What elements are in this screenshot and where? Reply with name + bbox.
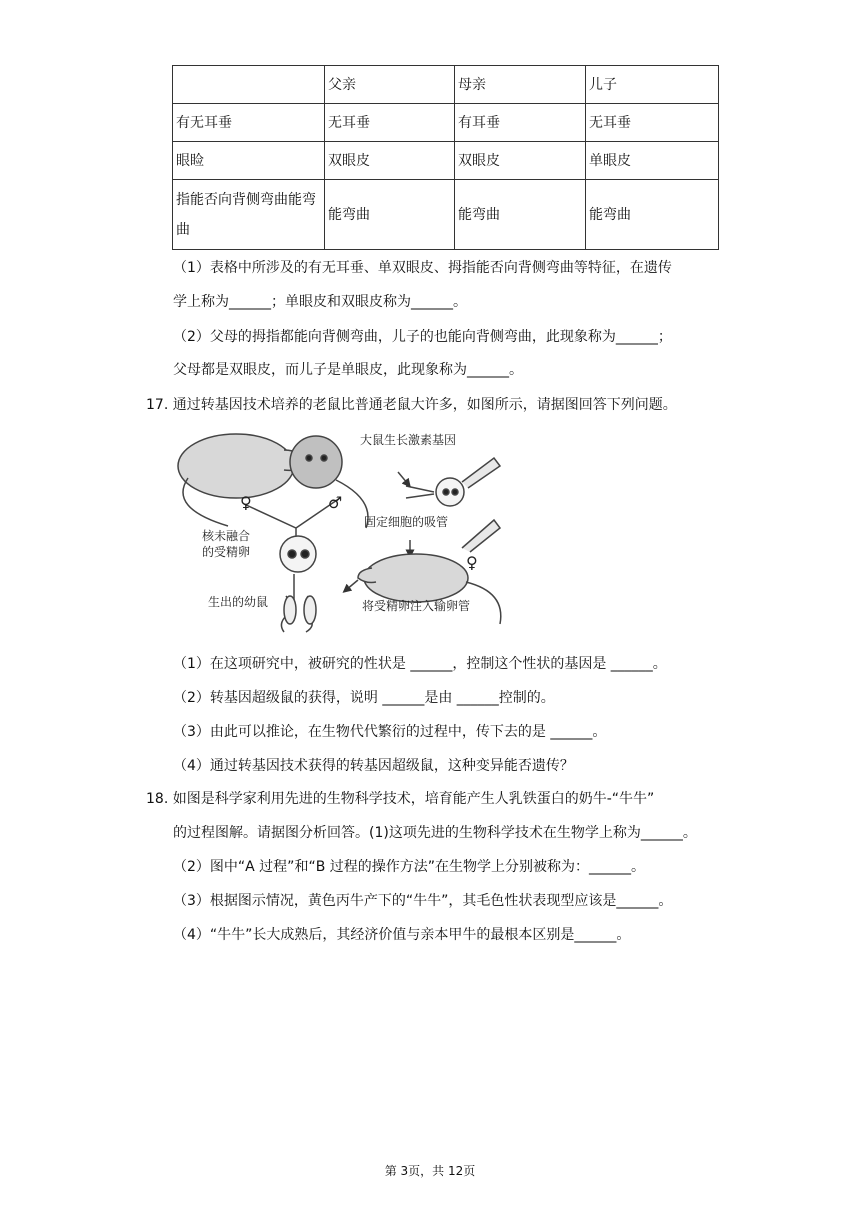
figure-female-symbol-2: ♀ bbox=[466, 553, 478, 572]
table-cell: 单眼皮 bbox=[586, 142, 719, 180]
q17-sub4: （4）通过转基因技术获得的转基因超级鼠，这种变异能否遗传？ bbox=[173, 758, 574, 774]
q17-sub3: （3）由此可以推论，在生物代代繁衍的过程中，传下去的是 ______。 bbox=[173, 724, 607, 740]
figure-female-symbol: ♀ bbox=[240, 493, 252, 512]
table-cell: 能弯曲 bbox=[455, 180, 586, 250]
q18-stem-line1: 18. 如图是科学家利用先进的生物科学技术，培育能产生人乳铁蛋白的奶牛-“牛牛” bbox=[146, 791, 655, 807]
baby-mice-illustration bbox=[281, 596, 316, 632]
q17-sub2: （2）转基因超级鼠的获得，说明 ______是由 ______控制的。 bbox=[173, 690, 555, 706]
fertilized-egg bbox=[280, 536, 316, 572]
table-row bbox=[173, 104, 719, 142]
page-footer: 第 3页，共 12页 bbox=[384, 1164, 476, 1178]
table-cell bbox=[173, 66, 325, 104]
table-cell: 眼睑 bbox=[173, 142, 325, 180]
table-cell: 有耳垂 bbox=[455, 104, 586, 142]
table-cell: 无耳垂 bbox=[325, 104, 455, 142]
table-cell: 指能否向背侧弯曲能弯曲 bbox=[173, 180, 325, 250]
table-cell: 无耳垂 bbox=[586, 104, 719, 142]
q18-stem-line2: 的过程图解。请据图分析回答。(1)这项先进的生物科学技术在生物学上称为______。 bbox=[173, 825, 697, 841]
table-cell: 能弯曲 bbox=[325, 180, 455, 250]
figure-label-pipette: 固定细胞的吸管 bbox=[364, 515, 449, 529]
figure-male-symbol: ♂ bbox=[328, 493, 343, 512]
q16-sub2-line2: 父母都是双眼皮，而儿子是单眼皮，此现象称为______。 bbox=[173, 362, 523, 378]
figure-label-egg-2: 的受精卵 bbox=[202, 545, 251, 559]
figure-label-gene: 大鼠生长激素基因 bbox=[360, 433, 457, 447]
table-cell: 儿子 bbox=[586, 66, 719, 104]
table-cell: 能弯曲 bbox=[586, 180, 719, 250]
injection-needle bbox=[462, 458, 500, 488]
q17-stem: 17. 通过转基因技术培养的老鼠比普通老鼠大许多，如图所示，请据图回答下列问题。 bbox=[146, 397, 677, 413]
table-cell: 父亲 bbox=[325, 66, 455, 104]
figure-label-egg-1: 核未融合 bbox=[202, 529, 251, 543]
table-cell: 双眼皮 bbox=[455, 142, 586, 180]
table-row bbox=[173, 180, 719, 250]
table-cell: 有无耳垂 bbox=[173, 104, 325, 142]
holding-pipette bbox=[406, 486, 434, 498]
q18-sub3: （3）根据图示情况，黄色丙牛产下的“牛牛”，其毛色性状表现型应该是______。 bbox=[173, 893, 673, 909]
traits-table bbox=[172, 65, 719, 250]
q17-sub1: （1）在这项研究中，被研究的性状是 ______，控制这个性状的基因是 ______。 bbox=[173, 656, 667, 672]
transgenic-mouse-figure bbox=[176, 428, 526, 634]
q16-sub1-line1: （1）表格中所涉及的有无耳垂、单双眼皮、拇指能否向背侧弯曲等特征，在遗传 bbox=[173, 260, 672, 276]
table-cell: 双眼皮 bbox=[325, 142, 455, 180]
q18-sub2: （2）图中“A 过程”和“B 过程的操作方法”在生物学上分别被称为：______。 bbox=[173, 859, 645, 875]
female-mouse-illustration bbox=[178, 434, 306, 526]
q16-sub2-line1: （2）父母的拇指都能向背侧弯曲，儿子的也能向背侧弯曲，此现象称为______； bbox=[173, 329, 672, 345]
table-header-row bbox=[173, 66, 719, 104]
q18-sub4: （4）“牛牛”长大成熟后，其经济价值与亲本甲牛的最根本区别是______。 bbox=[173, 927, 631, 943]
figure-label-baby: 生出的幼鼠 bbox=[208, 595, 269, 609]
male-mouse-illustration bbox=[290, 436, 368, 528]
gene-egg bbox=[436, 478, 464, 506]
table-cell: 母亲 bbox=[455, 66, 586, 104]
table-row bbox=[173, 142, 719, 180]
q16-sub1-line2: 学上称为______；单眼皮和双眼皮称为______。 bbox=[173, 294, 467, 310]
figure-label-inject: 将受精卵注入输卵管 bbox=[362, 599, 471, 613]
